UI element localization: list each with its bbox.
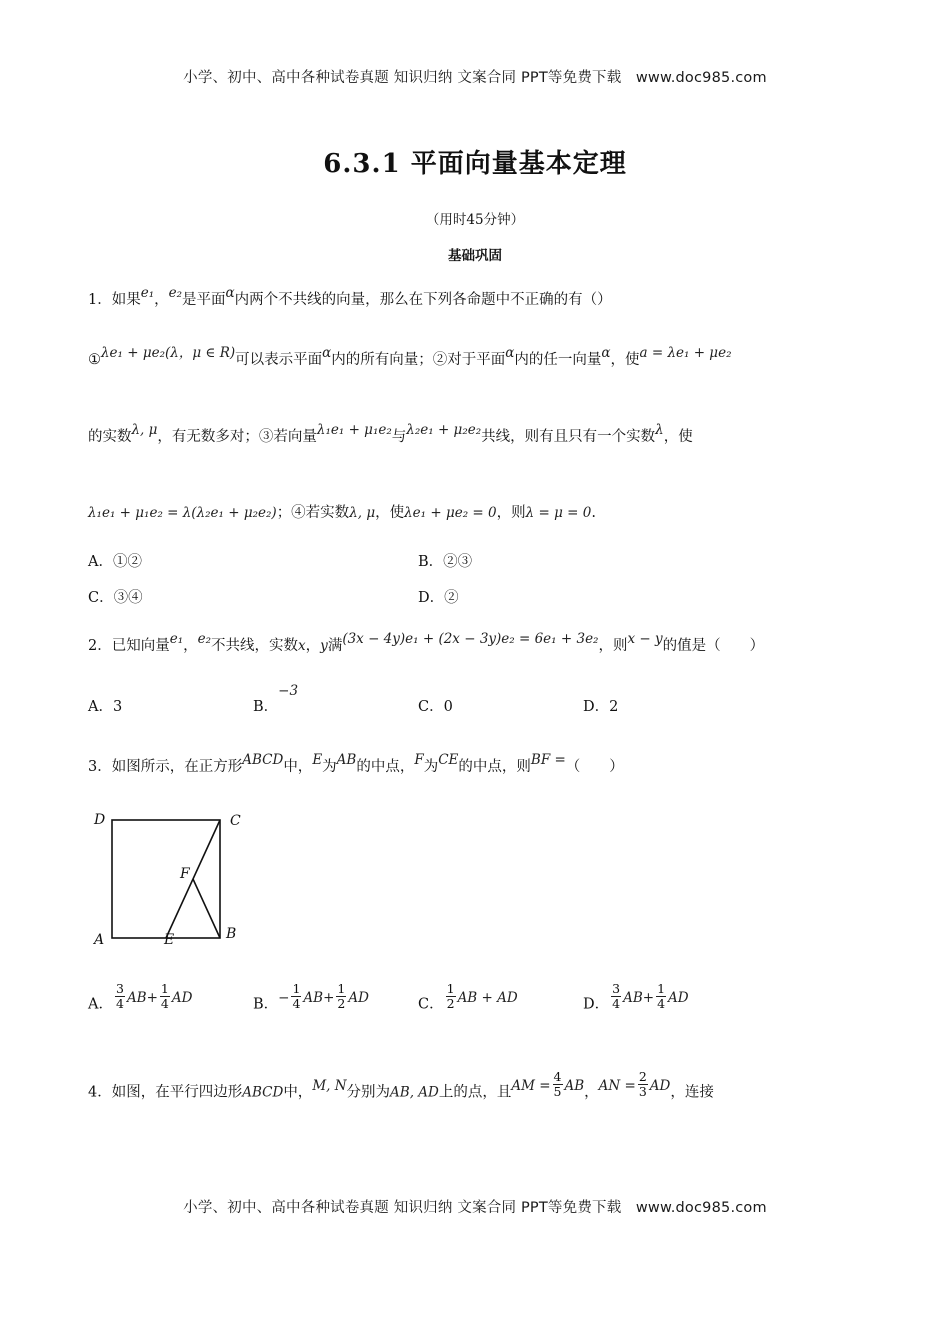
q3-option-a[interactable]: A． $\frac{3}{4}$ AB+ $\frac{1}{4}$ AD xyxy=(88,981,193,1013)
page-title: 6.3.1 平面向量基本定理 xyxy=(323,149,627,179)
banner-text: 小学、初中、高中各种试卷真题 知识归纳 文案合同 PPT等免费下载 xyxy=(183,70,622,86)
q2-option-a[interactable]: A．3 xyxy=(88,699,123,715)
q3-stem: 3．如图所示，在正方形ABCD中，E为AB的中点，F为CE的中点，则BF =（ ） xyxy=(88,752,624,775)
q2-stem: 2．已知向量e₁，e₂不共线，实数x，y满(3x − 4y)e₁ + (2x − 3y)e₂ = 6e₁ + 3e₂，则x − y的值是（ ） xyxy=(88,631,765,654)
label-e: E xyxy=(164,932,175,948)
q3-option-c[interactable]: C． $\frac{1}{2}$ AB + AD xyxy=(418,981,518,1013)
banner-url-footer[interactable]: www.doc985.com xyxy=(635,1200,767,1216)
q1-statement-4: λ₁e₁ + μ₁e₂ = λ(λ₂e₁ + μ₂e₂)；④若实数λ, μ，使λe₁ + μe₂ = 0，则λ = μ = 0. xyxy=(88,505,596,521)
square-figure xyxy=(88,808,248,948)
q3-option-b[interactable]: B．− $\frac{1}{4}$ AB+ $\frac{1}{2}$ AD xyxy=(253,981,369,1013)
top-banner xyxy=(0,66,950,87)
label-f: F xyxy=(180,866,190,882)
label-a: A xyxy=(94,932,105,948)
square-abcd xyxy=(112,820,220,938)
q1-statement-1-2: ①λe₁ + μe₂(λ，μ ∈ R)可以表示平面α内的所有向量；②对于平面α内的任一向量α，使a = λe₁ + μe₂ xyxy=(88,345,732,368)
label-b: B xyxy=(226,926,237,942)
q1-option-a[interactable]: A．①② xyxy=(88,554,142,570)
banner-text-footer: 小学、初中、高中各种试卷真题 知识归纳 文案合同 PPT等免费下载 xyxy=(183,1200,622,1216)
q4-stem: 4．如图，在平行四边形ABCD中，M, N分别为AB, AD上的点，且AM = $\frac{4}{5}$ AB，AN = $\frac{2}{3}$ AD，连接 xyxy=(88,1069,714,1101)
label-d: D xyxy=(94,812,106,828)
q1-stem: 1．如果e₁，e₂是平面α内两个不共线的向量，那么在下列各命题中不正确的有（） xyxy=(88,285,612,308)
section-heading: 基础巩固 xyxy=(448,248,502,264)
q1-statement-3: 的实数λ, μ，有无数多对；③若向量λ₁e₁ + μ₁e₂与λ₂e₁ + μ₂e₂共线，则有且只有一个实数λ，使 xyxy=(88,422,693,445)
q1-option-b[interactable]: B．②③ xyxy=(418,554,473,570)
segment-bf xyxy=(193,879,220,938)
q2-option-b[interactable]: B．−3 xyxy=(253,683,299,715)
q3-option-d[interactable]: D． $\frac{3}{4}$ AB+ $\frac{1}{4}$ AD xyxy=(583,981,689,1013)
q1-option-c[interactable]: C．③④ xyxy=(88,590,143,606)
time-limit: （用时45分钟） xyxy=(425,212,525,228)
banner-url[interactable]: www.doc985.com xyxy=(635,70,767,86)
q1-option-d[interactable]: D．② xyxy=(418,590,459,606)
q2-option-d[interactable]: D．2 xyxy=(583,699,619,715)
label-c: C xyxy=(230,813,241,829)
q2-option-c[interactable]: C．0 xyxy=(418,699,453,715)
bottom-banner xyxy=(0,1196,950,1217)
